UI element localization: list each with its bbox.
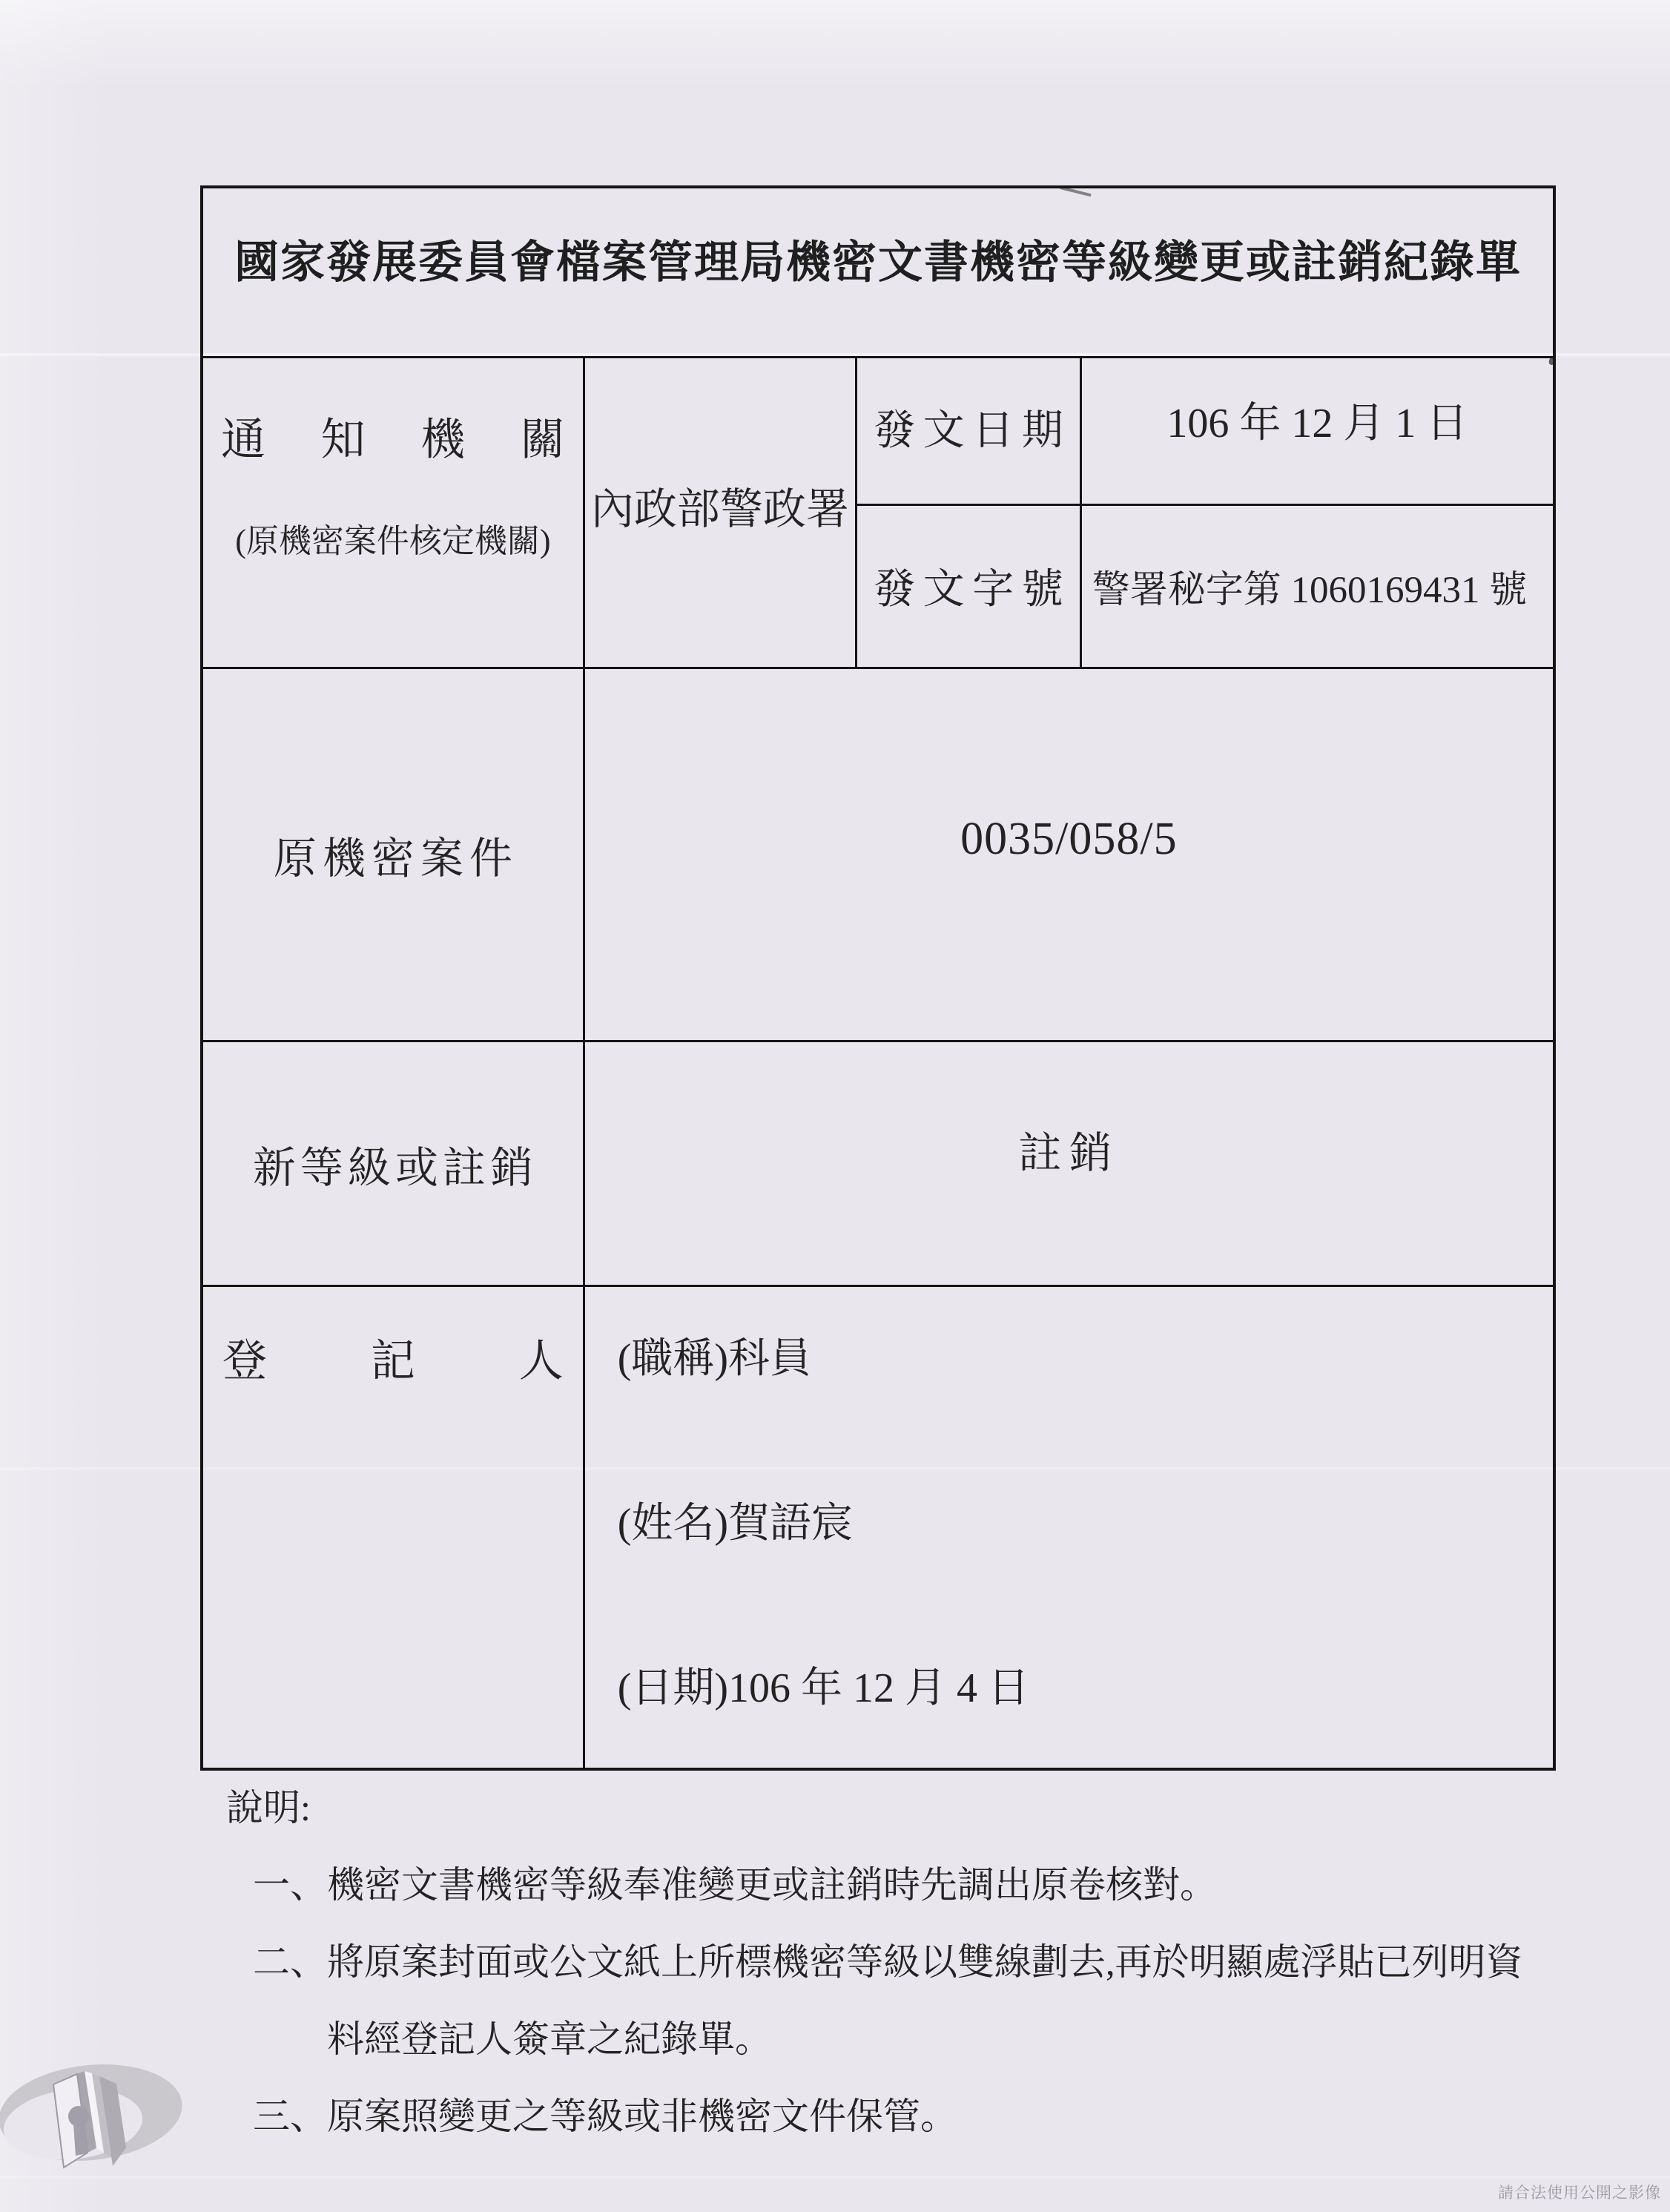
issue-number-label: 發文字號	[874, 567, 1063, 613]
registrar-title-line: (職稱)科員	[617, 1336, 812, 1383]
issue-number-value: 警署秘字第 1060169431 號	[1082, 506, 1553, 668]
note-2-text: 將原案封面或公文紙上所標機密等級以雙線劃去,再於明顯處浮貼已列明資料經登記人簽章之紀錄單。	[327, 1941, 1523, 2060]
note-item-2	[253, 1923, 1530, 2078]
notify-agency-label-cell	[203, 358, 585, 668]
new-level-value: 註銷	[585, 1042, 1553, 1288]
scan-streak	[0, 2176, 1670, 2179]
archives-book-keyhole-logo-icon	[0, 2040, 222, 2212]
issue-date-label: 發文日期	[874, 408, 1063, 455]
notify-agency-sublabel: (原機密案件核定機關)	[235, 522, 551, 559]
note-item-3	[253, 2078, 1530, 2155]
copyright-note: 請合法使用公開之影像	[1498, 2184, 1661, 2202]
note-3-text: 原案照變更之等級或非機密文件保管。	[327, 2096, 957, 2137]
issue-date-value: 106 年 12 月 1 日	[1082, 358, 1553, 506]
record-form-table	[200, 185, 1556, 1771]
original-case-label: 原機密案件	[203, 669, 585, 1042]
note-1-number: 一、	[253, 1864, 327, 1906]
note-1-text: 機密文書機密等級奉准變更或註銷時先調出原卷核對。	[327, 1864, 1217, 1906]
issue-number-label-cell	[857, 506, 1082, 668]
new-level-label: 新等級或註銷	[203, 1042, 585, 1288]
registrar-name-line: (姓名)賀語宸	[617, 1501, 854, 1547]
registrar-value-cell	[585, 1287, 1553, 1768]
note-item-1	[253, 1846, 1530, 1923]
issue-date-label-cell	[857, 358, 1082, 506]
registrar-label: 登記人	[222, 1337, 564, 1386]
registrar-date-line: (日期)106 年 12 月 4 日	[617, 1665, 1030, 1711]
notes-heading: 說明:	[226, 1787, 311, 1828]
note-2-number: 二、	[253, 1941, 327, 1983]
notes-section	[226, 1769, 1530, 2155]
notify-agency-label: 通知機關	[221, 415, 565, 464]
form-title: 國家發展委員會檔案管理局機密文書機密等級變更或註銷紀錄單	[203, 188, 1553, 358]
original-case-value: 0035/058/5	[585, 669, 1553, 1042]
note-3-number: 三、	[253, 2096, 327, 2137]
notify-agency-value: 內政部警政署	[585, 358, 857, 668]
registrar-label-cell	[203, 1287, 585, 1768]
